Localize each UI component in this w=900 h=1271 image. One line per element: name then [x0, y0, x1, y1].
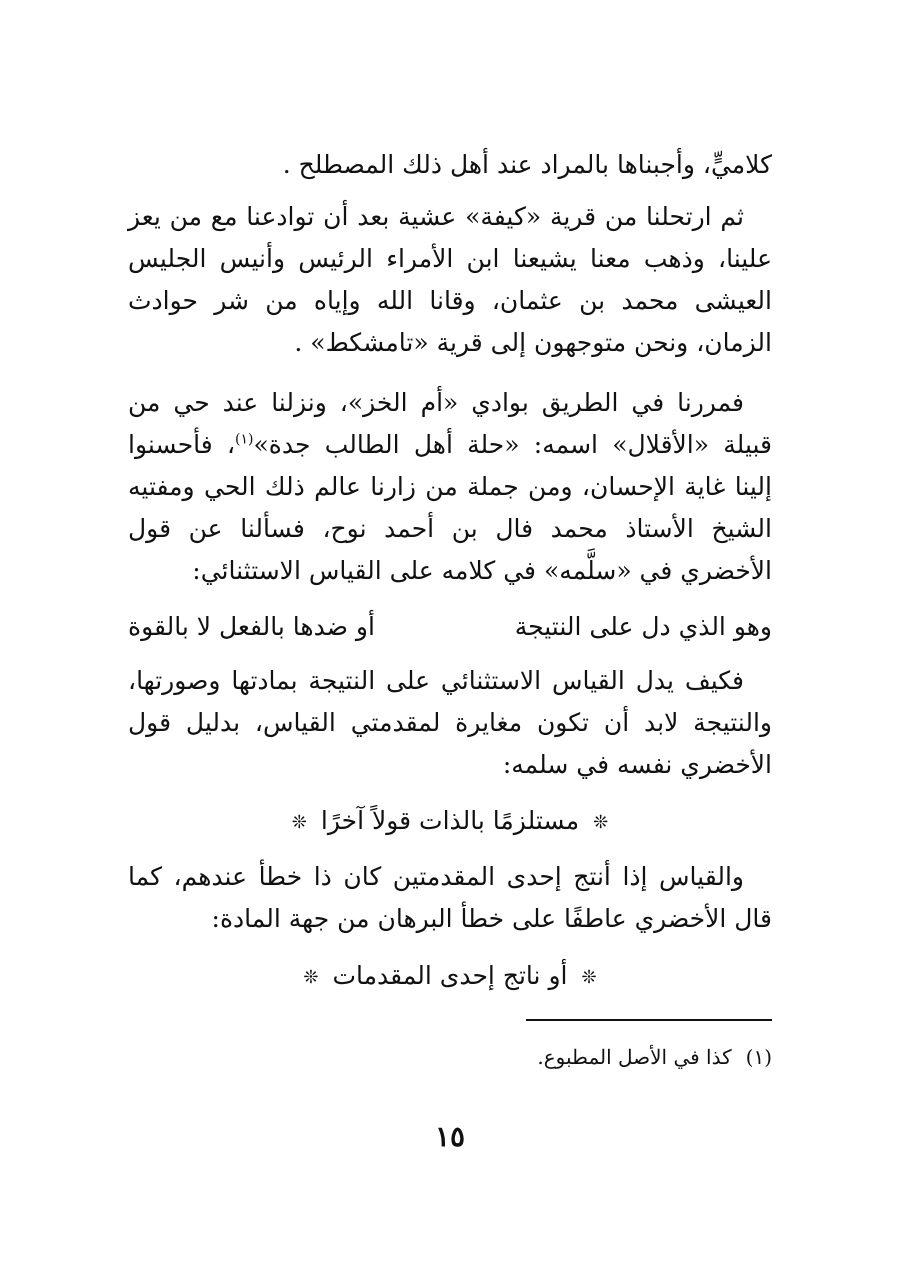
footnote-separator	[526, 1019, 772, 1021]
asterism-icon: ❊	[593, 811, 609, 833]
paragraph-5-text: والقياس إذا أنتج إحدى المقدمتين كان ذا خطأ عندهم، كما قال الأخضري عاطفًا على خطأ البرهان من جهة المادة:	[128, 862, 772, 933]
quoted-verse-1-text: مستلزمًا بالذات قولاً آخرًا	[320, 806, 580, 835]
footnote-number: (١)	[745, 1045, 772, 1069]
footnote	[128, 1040, 772, 1074]
paragraph-2	[128, 196, 772, 364]
asterism-icon: ❊	[291, 811, 307, 833]
paragraph-3-text-after-note: ، فأحسنوا إلينا غاية الإحسان، ومن جملة من زارنا عالم ذلك الحي ومفتيه الشيخ الأستاذ محمد فال بن أحمد نوح، فسألنا عن قول الأخضري في «سلَّمه» في كلامه على القياس الاستثنائي:	[128, 430, 772, 585]
paragraph-1-text: كلاميٍّ، وأجبناها بالمراد عند أهل ذلك المصطلح .	[282, 150, 772, 179]
quoted-verse-2-text: أو ناتج إحدى المقدمات	[332, 961, 568, 990]
paragraph-3-text-before-note: فمررنا في الطريق بوادي «أم الخز»، ونزلنا عند حي من قبيلة «الأقلال» اسمه: «حلة أهل الطالب جدة»	[128, 388, 772, 459]
footnote-text: كذا في الأصل المطبوع.	[537, 1045, 732, 1069]
paragraph-2-text: ثم ارتحلنا من قرية «كيفة» عشية بعد أن توادعنا مع من يعز علينا، وذهب معنا يشيعنا ابن الأمراء الرئيس وأنيس الجليس العيشى محمد بن عثمان، وقانا الله وإياه من شر حوادث الزمان، ونحن متوجهون إلى قرية «تامشكط» .	[128, 202, 772, 357]
footnote-reference: (١)	[235, 431, 254, 448]
asterism-icon: ❊	[303, 966, 319, 988]
paragraph-3	[128, 382, 772, 592]
paragraph-5	[128, 856, 772, 940]
verse-second-hemistich: أو ضدها بالفعل لا بالقوة	[128, 612, 375, 641]
paragraph-4-text: فكيف يدل القياس الاستثنائي على النتيجة بمادتها وصورتها، والنتيجة لابد أن تكون مغايرة لمقدمتي القياس، بدليل قول الأخضري نفسه في سلمه:	[128, 666, 772, 779]
verse-line	[128, 606, 772, 648]
asterism-icon: ❊	[581, 966, 597, 988]
page-number: ١٥	[434, 1120, 466, 1153]
verse-first-hemistich: وهو الذي دل على النتيجة	[514, 612, 772, 641]
quoted-verse-1	[0, 800, 900, 844]
paragraph-4	[128, 660, 772, 786]
quoted-verse-2	[0, 955, 900, 999]
paragraph-1	[128, 144, 772, 186]
